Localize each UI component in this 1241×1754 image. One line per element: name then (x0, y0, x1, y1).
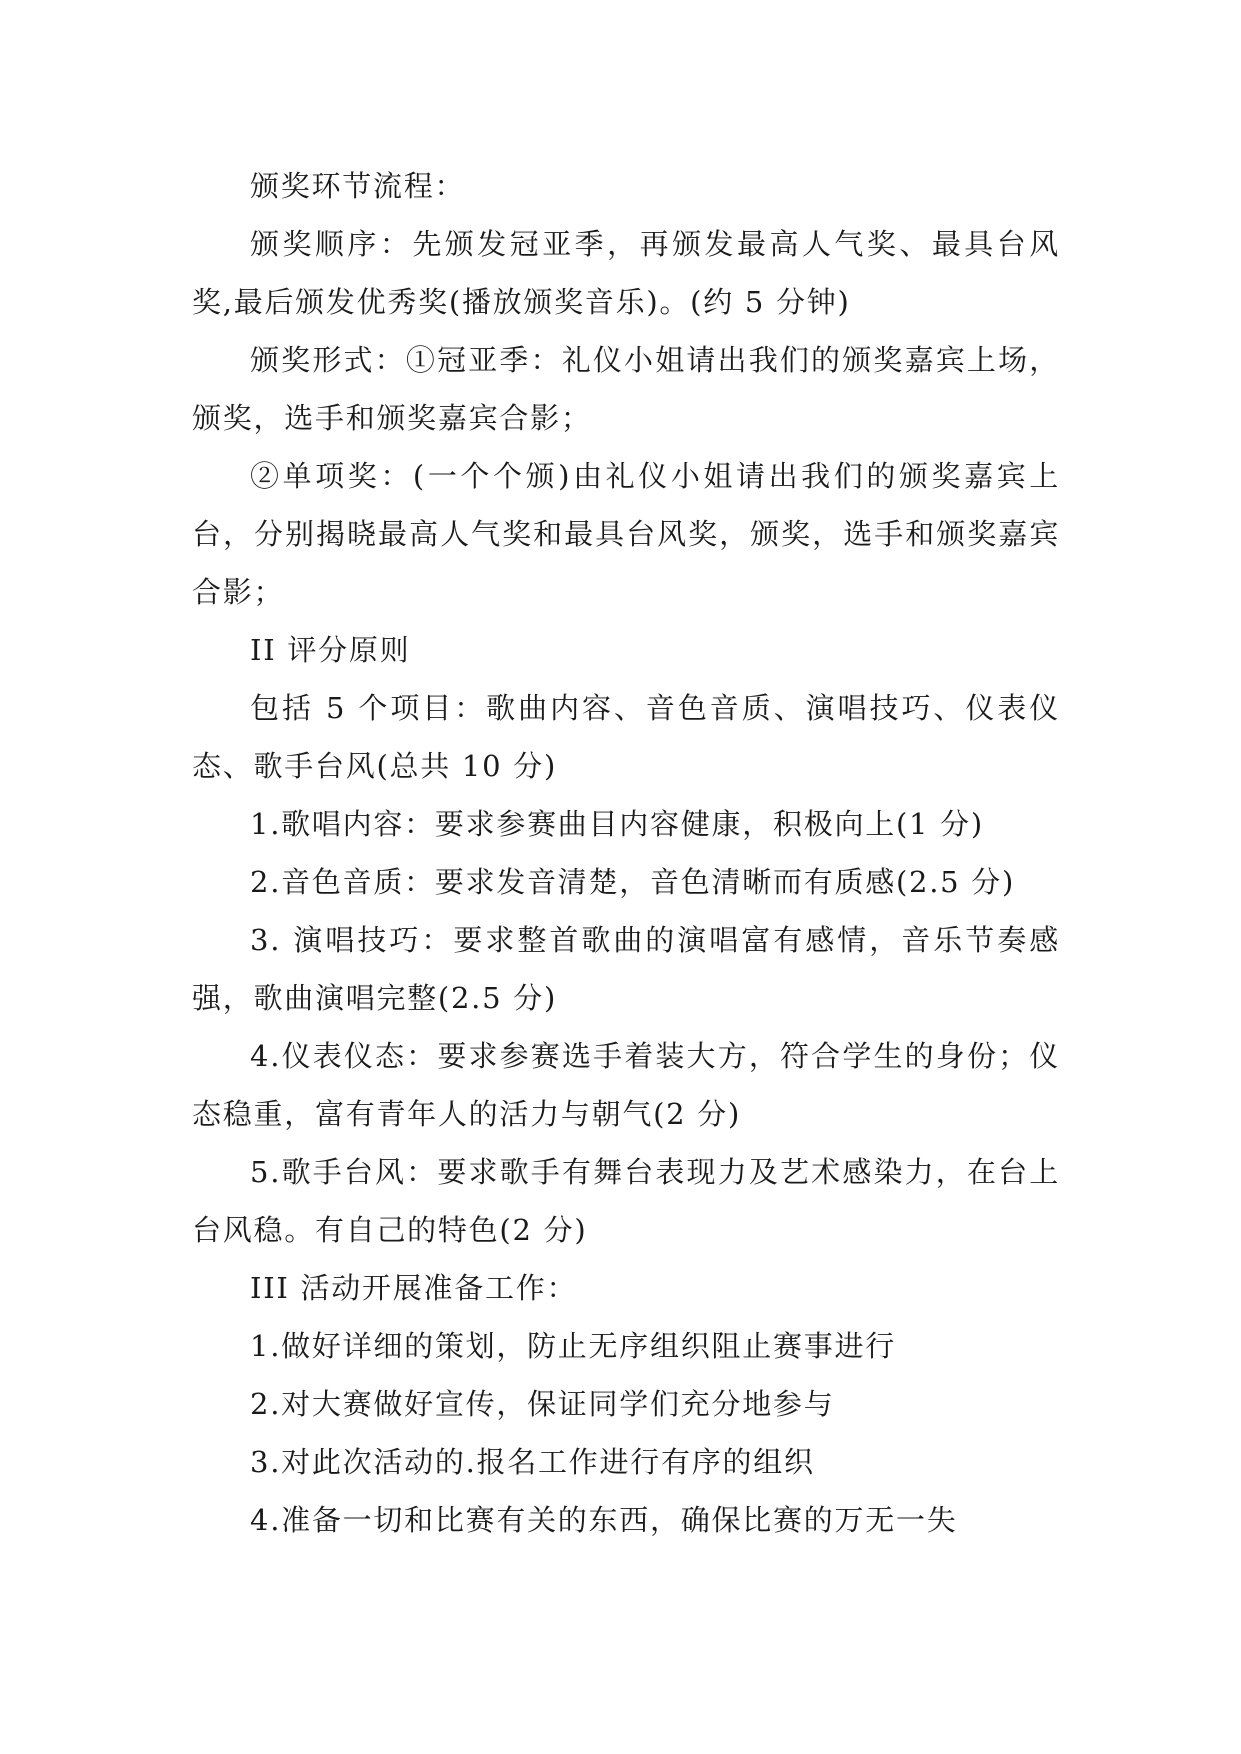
preparation-item-4: 4.准备一切和比赛有关的东西，确保比赛的万无一失 (250, 1503, 958, 1537)
paragraph-award-format: 颁奖形式：①冠亚季：礼仪小姐请出我们的颁奖嘉宾上场，颁奖，选手和颁奖嘉宾合影； (192, 343, 1060, 435)
paragraph-single-awards: ②单项奖：(一个个颁)由礼仪小姐请出我们的颁奖嘉宾上台，分别揭晓最高人气奖和最具台风奖，颁奖，选手和颁奖嘉宾合影； (192, 459, 1060, 609)
preparation-item-1: 1.做好详细的策划，防止无序组织阻止赛事进行 (250, 1329, 896, 1363)
scoring-item-2: 2.音色音质：要求发音清楚，音色清晰而有质感(2.5 分) (250, 865, 1016, 899)
scoring-item-1: 1.歌唱内容：要求参赛曲目内容健康，积极向上(1 分) (250, 807, 984, 841)
section-heading-scoring: II 评分原则 (250, 633, 411, 667)
document-body (192, 157, 1060, 1549)
paragraph-scoring-items: 包括 5 个项目：歌曲内容、音色音质、演唱技巧、仪表仪态、歌手台风(总共 10 分) (192, 691, 1060, 783)
section-heading-preparation: III 活动开展准备工作： (250, 1271, 578, 1305)
preparation-item-3: 3.对此次活动的.报名工作进行有序的组织 (250, 1445, 815, 1479)
scoring-item-5: 5.歌手台风：要求歌手有舞台表现力及艺术感染力，在台上台风稳。有自己的特色(2 分) (192, 1155, 1060, 1247)
paragraph-award-order: 颁奖顺序：先颁发冠亚季，再颁发最高人气奖、最具台风奖,最后颁发优秀奖(播放颁奖音乐)。(约 5 分钟) (192, 227, 1060, 319)
scoring-item-3: 3. 演唱技巧：要求整首歌曲的演唱富有感情，音乐节奏感强，歌曲演唱完整(2.5 分) (192, 923, 1060, 1015)
scoring-item-4: 4.仪表仪态：要求参赛选手着装大方，符合学生的身份；仪态稳重，富有青年人的活力与朝气(2 分) (192, 1039, 1060, 1131)
preparation-item-2: 2.对大赛做好宣传，保证同学们充分地参与 (250, 1387, 835, 1421)
paragraph-award-process-heading: 颁奖环节流程： (250, 169, 466, 203)
